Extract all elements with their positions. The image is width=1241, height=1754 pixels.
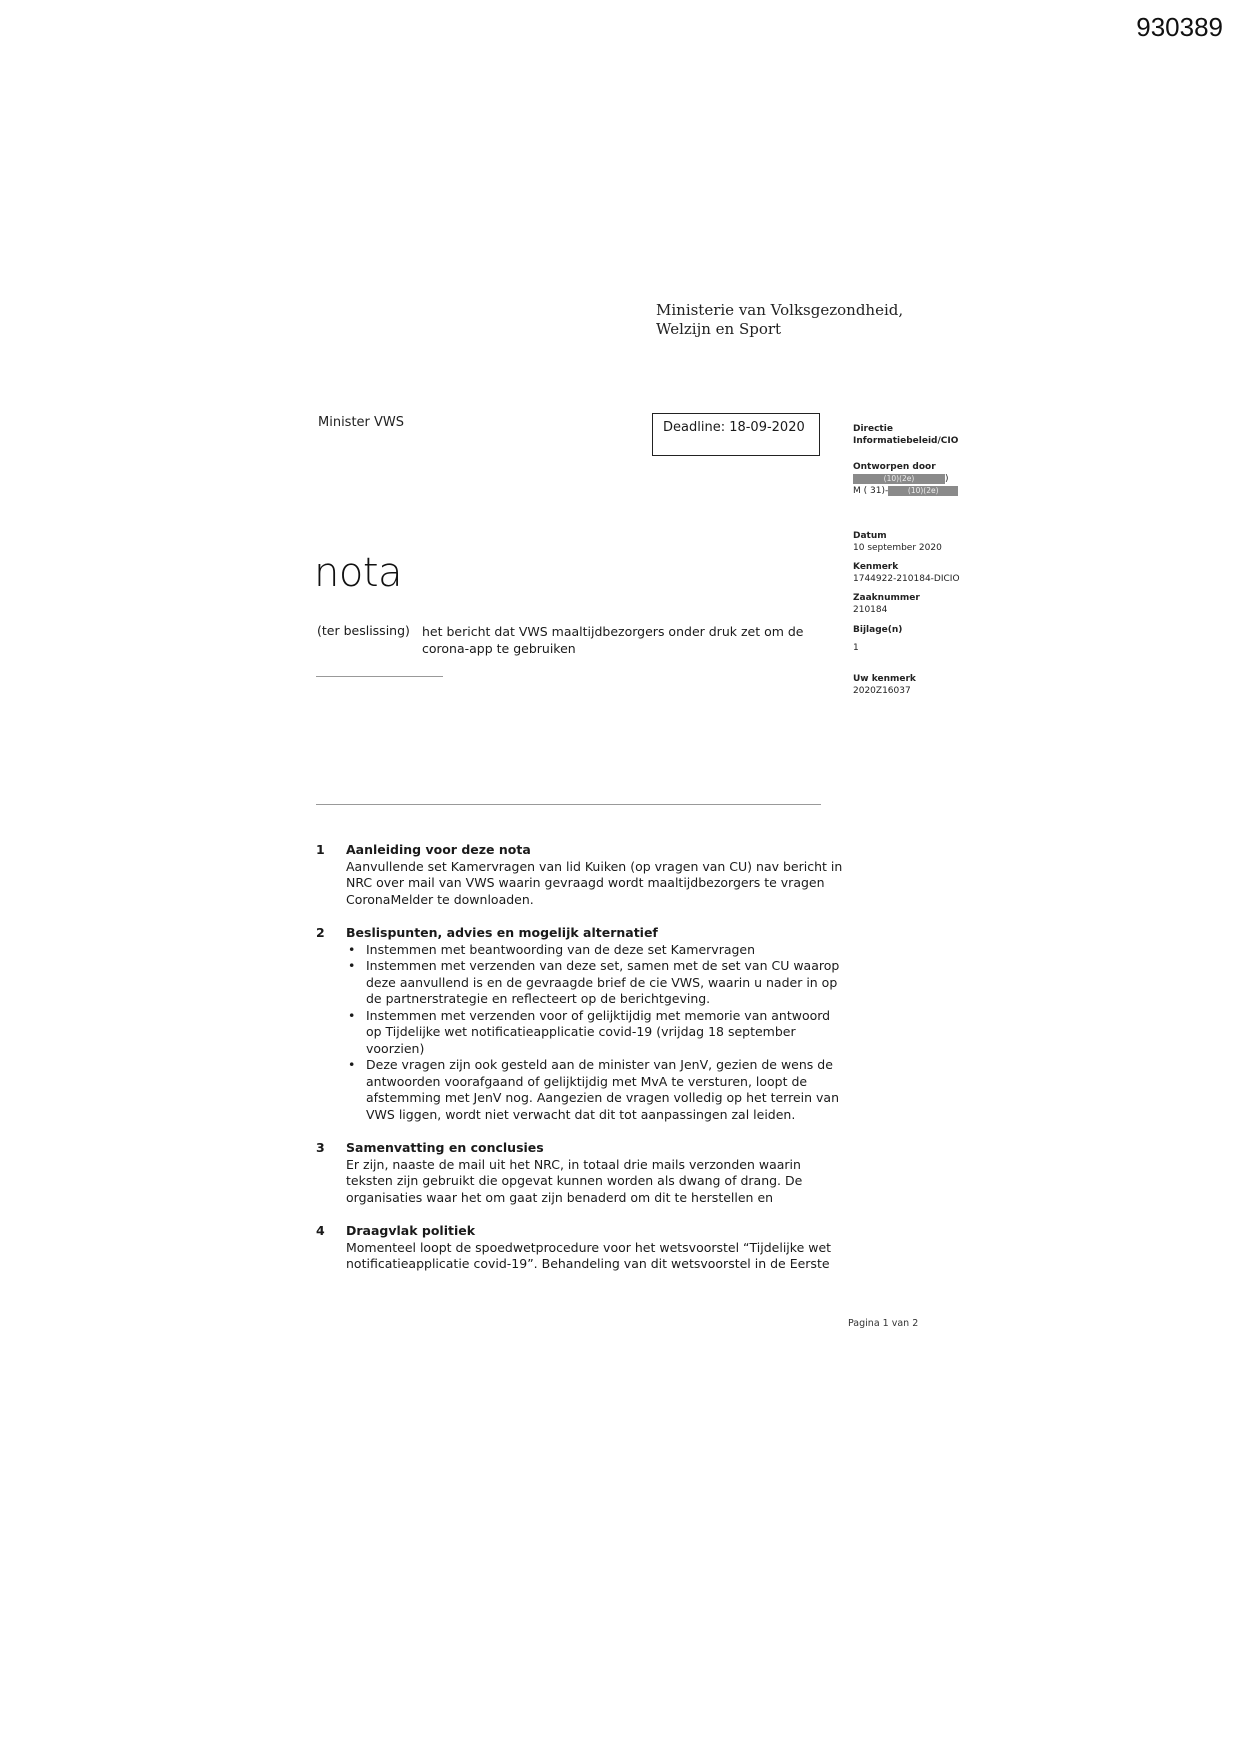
bullet-list: [346, 942, 846, 1124]
section-number: 1: [316, 842, 325, 857]
sidebar-datum: [853, 530, 942, 554]
document-number: 930389: [1136, 12, 1223, 42]
deadline-text: Deadline: 18-09-2020: [663, 420, 805, 435]
directie-label: Directie: [853, 424, 893, 434]
long-divider: [316, 804, 821, 805]
section-number: 4: [316, 1223, 325, 1238]
ministry-line-1: Ministerie van Volksgezondheid,: [656, 301, 904, 319]
bullet-item: • Instemmen met verzenden van deze set, samen met de set van CU waarop deze aanvullend is en de gevraagde brief de cie VWS, waarin u nader in op de partnerstrategie en reflecteert op de berichtgeving.: [366, 958, 846, 1008]
section-3: [316, 1140, 846, 1206]
kenmerk-value: 1744922-210184-DICIO: [853, 574, 960, 584]
section-heading: Draagvlak politiek: [346, 1223, 476, 1238]
datum-label: Datum: [853, 531, 887, 541]
sidebar-kenmerk: [853, 561, 960, 585]
section-heading: Aanleiding voor deze nota: [346, 842, 531, 857]
document-title: nota: [314, 550, 403, 596]
ministry-line-2: Welzijn en Sport: [656, 320, 782, 338]
section-number: 2: [316, 925, 325, 940]
bijlage-label: Bijlage(n): [853, 625, 903, 635]
decision-type: (ter beslissing): [317, 623, 410, 638]
datum-value: 10 september 2020: [853, 543, 942, 553]
sidebar-zaaknummer: [853, 592, 920, 616]
short-divider: [316, 676, 443, 677]
paren-close: ): [945, 474, 949, 484]
recipient: Minister VWS: [318, 415, 405, 430]
directie-value: Informatiebeleid/CIO: [853, 436, 959, 446]
bullet-item: • Instemmen met verzenden voor of gelijktijdig met memorie van antwoord op Tijdelijke wet notificatieapplicatie covid-19 (vrijdag 18 september voorzien): [366, 1008, 846, 1058]
kenmerk-label: Kenmerk: [853, 562, 899, 572]
section-number: 3: [316, 1140, 325, 1155]
subject-text: het bericht dat VWS maaltijdbezorgers onder druk zet om de corona-app te gebruiken: [422, 624, 804, 656]
redaction-block: (10)(2e): [853, 474, 945, 484]
sidebar-directie: [853, 423, 958, 447]
bijlage-value: 1: [853, 643, 859, 653]
uw-kenmerk-label: Uw kenmerk: [853, 674, 916, 684]
redaction-block: (10)(2e): [888, 486, 958, 496]
section-text: Er zijn, naaste de mail uit het NRC, in totaal drie mails verzonden waarin teksten zijn gebruikt die opgevat kunnen worden als dwang of drang. De organisaties waar het om gaat zijn benaderd om dit te herstellen en: [346, 1156, 803, 1205]
ontworpen-redacted-line: [853, 473, 958, 485]
section-1: [316, 842, 846, 908]
uw-kenmerk-value: 2020Z16037: [853, 686, 911, 696]
bullet-item: • Instemmen met beantwoording van de deze set Kamervragen: [366, 942, 846, 959]
section-2: [316, 925, 846, 1123]
ontworpen-label: Ontworpen door: [853, 462, 936, 472]
section-heading: Beslispunten, advies en mogelijk alternatief: [346, 925, 658, 940]
section-4: [316, 1223, 846, 1273]
sidebar-bijlage: [853, 624, 902, 654]
sidebar-ontworpen: [853, 461, 958, 497]
zaaknummer-label: Zaaknummer: [853, 593, 920, 603]
page-number: Pagina 1 van 2: [848, 1318, 919, 1329]
bullet-item: • Deze vragen zijn ook gesteld aan de minister van JenV, gezien de wens de antwoorden voorafgaand of gelijktijdig met MvA te versturen, loopt de afstemming met JenV nog. Aangezien de vragen volledig op het terrein van VWS liggen, wordt niet verwacht dat dit tot aanpassingen zal leiden.: [366, 1057, 846, 1123]
ministry-logo-text: [656, 301, 903, 339]
zaaknummer-value: 210184: [853, 605, 888, 615]
sidebar-uw-kenmerk: [853, 673, 916, 697]
phone-prefix: M ( 31)-: [853, 486, 889, 496]
section-heading: Samenvatting en conclusies: [346, 1140, 544, 1155]
section-text: Aanvullende set Kamervragen van lid Kuiken (op vragen van CU) nav bericht in NRC over mail van VWS waarin gevraagd wordt maaltijdbezorgers te vragen CoronaMelder te downloaden.: [346, 858, 843, 907]
phone-redacted-line: [853, 485, 958, 497]
deadline-box: [652, 413, 820, 456]
section-text: Momenteel loopt de spoedwetprocedure voor het wetsvoorstel “Tijdelijke wet notificatieapplicatie covid-19”. Behandeling van dit wetsvoorstel in de Eerste: [346, 1239, 832, 1271]
